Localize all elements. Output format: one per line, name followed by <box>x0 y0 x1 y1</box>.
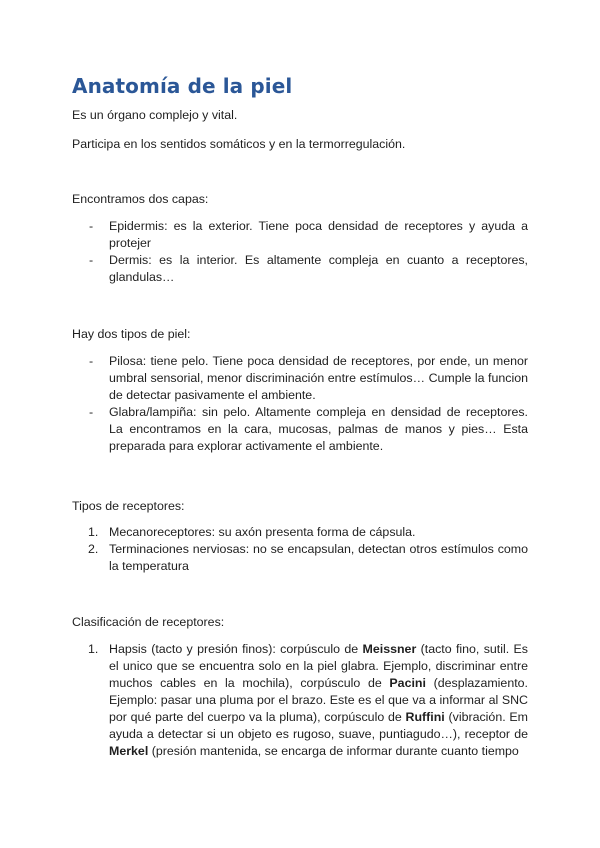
tipos-piel-heading: Hay dos tipos de piel: <box>72 327 191 341</box>
list-item: - Pilosa: tiene pelo. Tiene poca densidad de receptores, por ende, un menor umbral sensorial, menor discriminación entre estímulos… Cumple la funcion de detectar pasivamente el ambiente. <box>89 354 528 402</box>
number-marker: 2. <box>88 542 99 556</box>
page-title: Anatomía de la piel <box>72 74 293 98</box>
tipos-receptores-heading: Tipos de receptores: <box>72 499 185 513</box>
list-item: - Dermis: es la interior. Es altamente compleja en cuanto a receptores, glandulas… <box>89 253 528 284</box>
tipos-receptores-list <box>72 524 528 575</box>
meissner-term: Meissner <box>362 642 417 656</box>
ruffini-term: Ruffini <box>405 710 445 724</box>
list-item: 1. Mecanoreceptores: su axón presenta forma de cápsula. <box>88 525 416 539</box>
list-item: - Epidermis: es la exterior. Tiene poca densidad de receptores y ayuda a protejer <box>89 219 528 250</box>
clasificacion-heading: Clasificación de receptores: <box>72 615 225 629</box>
list-item: - Glabra/lampiña: sin pelo. Altamente compleja en densidad de receptores. La encontramos en la cara, mucosas, palmas de manos y pies… Esta preparada para explorar activamente el ambiente. <box>89 405 528 453</box>
dash-marker: - <box>89 354 94 368</box>
intro-line-1: Es un órgano complejo y vital. <box>72 108 238 122</box>
dash-marker: - <box>89 219 94 233</box>
clasificacion-list <box>72 641 528 760</box>
merkel-term: Merkel <box>109 744 149 758</box>
dash-marker: - <box>89 253 94 267</box>
list-item: 1. Hapsis (tacto y presión finos): corpúsculo de Meissner (tacto fino, sutil. Es el unico que se encuentra solo en la piel glabra. Ejemplo, discriminar entre muchos cables en la mochila), corpúsculo de Pacini (desplazamiento. Ejemplo: pasar una pluma por el brazo. Este es el que va a informar al SNC por qué parte del cuerpo va la pluma), corpúsculo de Ruffini (vibración. Em ayuda a detectar si un objeto es rugoso, suave, puntiagudo…), receptor de Merkel (presión mantenida, se encarga de informar durante cuanto tiempo <box>88 642 528 758</box>
intro-line-2: Participa en los sentidos somáticos y en la termorregulación. <box>72 137 406 151</box>
pacini-term: Pacini <box>389 676 426 690</box>
list-item: 2. Terminaciones nerviosas: no se encapsulan, detectan otros estímulos como la temperatura <box>88 542 528 573</box>
number-marker: 1. <box>88 525 99 539</box>
capas-heading: Encontramos dos capas: <box>72 192 209 206</box>
tipos-piel-list <box>72 353 528 455</box>
capas-list <box>72 218 528 286</box>
dash-marker: - <box>89 405 94 419</box>
number-marker: 1. <box>88 642 99 656</box>
